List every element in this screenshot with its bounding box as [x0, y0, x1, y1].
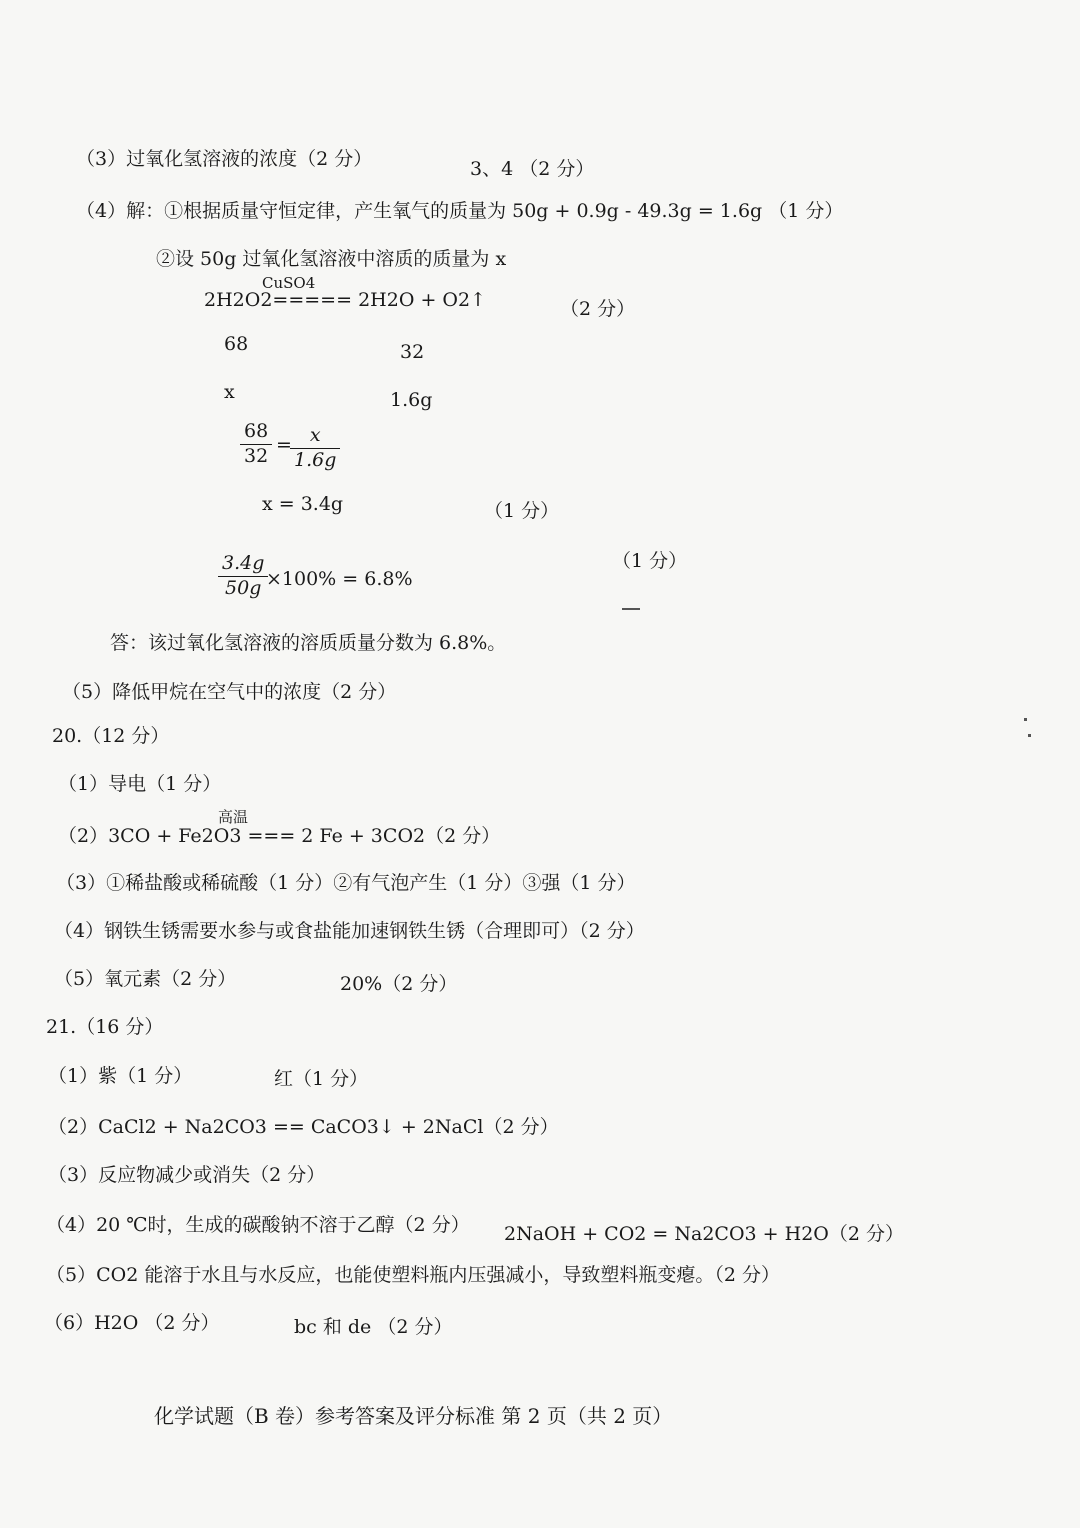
equation-arrow: =====	[272, 289, 353, 311]
reaction-condition-label: 高温	[218, 808, 249, 826]
percent-fraction	[218, 552, 268, 601]
scan-speck	[622, 608, 640, 610]
ratio-right-fraction	[290, 424, 340, 473]
percent-numerator: 3.4g	[218, 552, 268, 577]
ratio-right-numerator: x	[290, 424, 340, 449]
molar-mass-o2: 32	[400, 341, 425, 363]
q19-answer-statement: 答：该过氧化氢溶液的溶质质量分数为 6.8%。	[110, 632, 507, 654]
q19-part3-text: （3）过氧化氢溶液的浓度（2 分）	[76, 148, 373, 170]
q21-part2: （2）CaCl2 + Na2CO3 == CaCO3↓ + 2NaCl（2 分）	[48, 1116, 559, 1138]
q21-title: 21.（16 分）	[46, 1016, 164, 1038]
q20-part3: （3）①稀盐酸或稀硫酸（1 分）②有气泡产生（1 分）③强（1 分）	[56, 872, 636, 894]
scan-speck	[1028, 734, 1031, 737]
ratio-left-numerator: 68	[240, 420, 272, 445]
percent-result: ×100% = 6.8%	[266, 568, 413, 590]
q20-part2-arrow: ===	[247, 825, 296, 847]
q19-part4-line1: （4）解：①根据质量守恒定律，产生氧气的质量为 50g + 0.9g - 49.3g = 1.6g （1 分）	[76, 200, 844, 222]
ratio-right-denominator: 1.6g	[294, 448, 337, 471]
q21-part1-right: 红（1 分）	[274, 1068, 369, 1090]
percent-denominator: 50g	[225, 576, 262, 599]
q20-part5-left: （5）氧元素（2 分）	[54, 968, 237, 990]
q21-part3: （3）反应物减少或消失（2 分）	[48, 1164, 326, 1186]
q21-part5: （5）CO2 能溶于水且与水反应，也能使塑料瓶内压强减小，导致塑料瓶变瘪。（2 分）	[46, 1264, 780, 1286]
q21-part6-left: （6）H2O （2 分）	[44, 1312, 220, 1334]
x-value-score: （1 分）	[484, 500, 560, 522]
catalyst-label: CuSO4	[262, 274, 316, 292]
q20-part2-reactants: （2）3CO + Fe2O3	[58, 825, 242, 847]
unknown-x: x	[224, 381, 235, 403]
q19-part4-line2: ②设 50g 过氧化氢溶液中溶质的质量为 x	[156, 248, 507, 270]
q20-part2	[58, 827, 500, 846]
q21-part4-left: （4）20 ℃时，生成的碳酸钠不溶于乙醇（2 分）	[46, 1214, 470, 1236]
x-value: x = 3.4g	[262, 493, 344, 515]
q19-part5: （5）降低甲烷在空气中的浓度（2 分）	[62, 681, 397, 703]
ratio-left-fraction	[240, 420, 272, 469]
q20-part2-products: 2 Fe + 3CO2（2 分）	[301, 825, 501, 847]
q20-title: 20.（12 分）	[52, 725, 170, 747]
q20-part1: （1）导电（1 分）	[58, 773, 222, 795]
q19-part3-answer: 3、4 （2 分）	[470, 158, 595, 180]
q21-part6-right: bc 和 de （2 分）	[294, 1316, 453, 1338]
molar-mass-h2o2: 68	[224, 333, 249, 355]
ratio-equals: =	[276, 434, 292, 456]
percent-score: （1 分）	[612, 550, 688, 572]
q20-part4: （4）钢铁生锈需要水参与或食盐能加速钢铁生锈（合理即可）（2 分）	[54, 920, 645, 942]
q20-part5-right: 20%（2 分）	[340, 973, 458, 995]
ratio-left-denominator: 32	[244, 444, 269, 467]
scan-speck	[1024, 718, 1027, 721]
equation-score: （2 分）	[560, 298, 636, 320]
equation-products: 2H2O + O2↑	[358, 289, 486, 311]
q21-part1-left: （1）紫（1 分）	[48, 1065, 193, 1087]
decomposition-equation	[204, 291, 486, 310]
q21-part4-right: 2NaOH + CO2 = Na2CO3 + H2O（2 分）	[504, 1223, 904, 1245]
page-footer: 化学试题（B 卷）参考答案及评分标准 第 2 页（共 2 页）	[154, 1404, 673, 1428]
equation-reactant: 2H2O2	[204, 289, 273, 311]
oxygen-mass: 1.6g	[390, 389, 433, 411]
